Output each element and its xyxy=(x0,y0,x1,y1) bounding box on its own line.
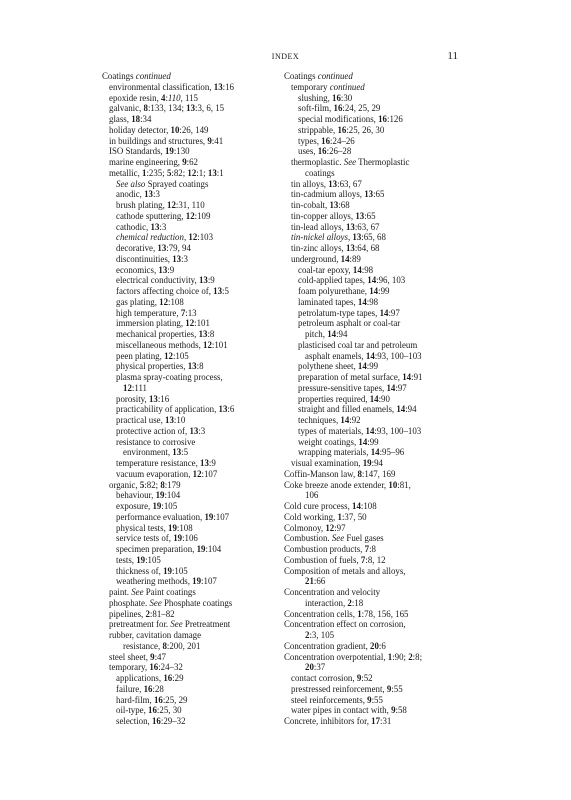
index-entry: weight coatings, 14:99 xyxy=(298,436,379,447)
index-entry: wrapping materials, 14:95–96 xyxy=(298,447,405,458)
index-entry: resistance to corrosive xyxy=(116,436,196,447)
index-entry: pitch, 14:94 xyxy=(305,329,348,339)
index-entry: immersion plating, 12:101 xyxy=(116,318,210,329)
index-entry: interaction, 2:18 xyxy=(305,597,364,608)
index-entry: types of materials, 14:93, 100–103 xyxy=(298,425,422,436)
index-entry: exposure, 19:105 xyxy=(116,501,178,511)
index-entry: thickness of, 19:105 xyxy=(116,565,188,576)
index-entry: soft-film, 16:24, 25, 29 xyxy=(298,103,381,114)
index-entry: galvanic, 8:133, 134; 13:3, 6, 15 xyxy=(109,103,225,114)
index-entry: practical use, 13:10 xyxy=(116,415,186,425)
index-entry: tin-copper alloys, 13:65 xyxy=(291,210,376,221)
index-entry: Coatings continued xyxy=(284,71,353,81)
index-entry: plasma spray-coating process, xyxy=(116,372,223,382)
index-entry: coal-tar epoxy, 14:98 xyxy=(298,264,374,275)
index-entry: temporary continued xyxy=(291,81,365,92)
index-entry: tin-nickel alloys, 13:65, 68 xyxy=(291,232,386,243)
index-entry: water pipes in contact with, 9:58 xyxy=(291,705,407,716)
index-entry: polythene sheet, 14:99 xyxy=(298,361,379,372)
index-entry: physical tests, 19:108 xyxy=(116,522,193,533)
index-entry: pipelines, 2:81–82 xyxy=(109,608,175,619)
index-entry: tin-lead alloys, 13:63, 67 xyxy=(291,221,380,232)
index-entry: miscellaneous methods, 12:101 xyxy=(116,339,228,350)
index-entry: vacuum evaporation, 12:107 xyxy=(116,468,218,479)
index-entry: specimen preparation, 19:104 xyxy=(116,544,222,554)
index-entry: coatings xyxy=(305,167,335,178)
index-entry: decorative, 13:79, 94 xyxy=(116,243,191,253)
index-entry: pressure-sensitive tapes, 14:97 xyxy=(298,382,407,393)
index-entry: brush plating, 12:31, 110 xyxy=(116,200,205,210)
index-entry: See also Sprayed coatings xyxy=(116,178,209,189)
running-title: INDEX xyxy=(271,52,300,61)
index-entry: Concentration cells, 1:78, 156, 165 xyxy=(284,608,409,619)
index-entry: Concentration overpotential, 1:90; 2:8; xyxy=(284,651,423,662)
index-entry: strippable, 16:25, 26, 30 xyxy=(298,124,385,135)
index-entry: tin-cobalt, 13:68 xyxy=(291,200,350,210)
index-entry: Combustion products, 7:8 xyxy=(284,544,376,554)
index-entry: ISO Standards, 19:130 xyxy=(109,146,190,157)
index-entry: straight and filled enamels, 14:94 xyxy=(298,404,417,415)
index-entry: cathodic, 13:3 xyxy=(116,221,167,232)
index-entry: selection, 16:29–32 xyxy=(116,716,186,726)
index-entry: gas plating, 12:108 xyxy=(116,296,184,307)
index-entry: holiday detector, 10:26, 149 xyxy=(109,124,209,135)
index-entry: preparation of metal surface, 14:91 xyxy=(298,372,423,382)
index-entry: protective action of, 13:3 xyxy=(116,425,206,436)
index-entry: properties required, 14:90 xyxy=(298,393,390,404)
index-entry: paint. See Paint coatings xyxy=(109,587,196,597)
index-entry: environment, 13:5 xyxy=(123,447,189,458)
index-entry: Combustion. See Fuel gases xyxy=(284,533,384,544)
index-entry: Combustion of fuels, 7:8, 12 xyxy=(284,554,386,565)
page-number: 11 xyxy=(447,50,458,62)
index-entry: Coke breeze anode extender, 10:81, xyxy=(284,479,411,490)
index-entry: performance evaluation, 19:107 xyxy=(116,511,230,522)
index-entry: 2:3, 105 xyxy=(305,630,335,640)
index-column-left xyxy=(102,71,292,727)
index-entry: Concrete, inhibitors for, 17:31 xyxy=(284,716,392,726)
index-entry: mechanical properties, 13:8 xyxy=(116,329,215,339)
index-entry: contact corrosion, 9:52 xyxy=(291,673,373,683)
index-entry: laminated tapes, 14:98 xyxy=(298,296,379,307)
index-entry: 20:37 xyxy=(305,662,326,673)
index-entry: peen plating, 12:105 xyxy=(116,350,189,361)
index-entry: Concentration and velocity xyxy=(284,587,381,597)
index-entry: practicability of application, 13:6 xyxy=(116,404,235,415)
index-entry: environmental classification, 13:16 xyxy=(109,81,234,92)
index-entry: 12:111 xyxy=(123,382,147,393)
index-entry: underground, 14:89 xyxy=(291,253,361,264)
index-entry: temperature resistance, 13:9 xyxy=(116,458,216,468)
index-entry: epoxide resin, 4:110, 115 xyxy=(109,92,198,103)
index-entry: tests, 19:105 xyxy=(116,554,161,565)
index-entry: Coatings continued xyxy=(102,71,171,81)
index-entry: resistance, 8:200, 201 xyxy=(123,640,201,651)
index-entry: steel sheet, 9:47 xyxy=(109,651,166,662)
index-entry: hard-film, 16:25, 29 xyxy=(116,694,188,705)
index-entry: tin-cadmium alloys, 13:65 xyxy=(291,189,385,200)
index-entry: behaviour, 19:104 xyxy=(116,490,181,501)
index-entry: applications, 16:29 xyxy=(116,673,184,683)
index-entry: metallic, 1:235; 5:82; 12:1; 13:1 xyxy=(109,167,224,178)
index-column-right xyxy=(284,71,474,727)
index-entry: petroleum asphalt or coal-tar xyxy=(298,318,401,329)
index-entry: pretreatment for. See Pretreatment xyxy=(109,619,231,630)
index-entry: 21:66 xyxy=(305,576,326,587)
index-entry: asphalt enamels, 14:93, 100–103 xyxy=(305,350,422,361)
index-entry: discontinuities, 13:3 xyxy=(116,253,188,264)
index-entry: special modifications, 16:126 xyxy=(298,114,403,124)
index-entry: plasticised coal tar and petroleum xyxy=(298,339,418,350)
index-entry: thermoplastic. See Thermoplastic xyxy=(291,157,410,167)
index-entry: service tests of, 19:106 xyxy=(116,533,198,544)
index-entry: Cold working, 1:37, 50 xyxy=(284,511,367,522)
index-entry: phosphate. See Phosphate coatings xyxy=(109,597,233,608)
index-entry: steel reinforcements, 9:55 xyxy=(291,694,383,705)
index-entry: weathering methods, 19:107 xyxy=(116,576,217,587)
index-entry: Concentration effect on corrosion, xyxy=(284,619,406,630)
index-entry: marine engineering, 9:62 xyxy=(109,157,198,167)
index-entry: physical properties, 13:8 xyxy=(116,361,204,372)
index-entry: slushing, 16:30 xyxy=(298,92,353,103)
index-entry: tin alloys, 13:63, 67 xyxy=(291,178,362,189)
index-entry: Coffin-Manson law, 8:147, 169 xyxy=(284,468,396,479)
index-entry: glass, 18:34 xyxy=(109,114,152,124)
index-entry: organic, 5:82; 8:179 xyxy=(109,479,181,490)
index-entry: petrolatum-type tapes, 14:97 xyxy=(298,307,400,318)
index-entry: 106 xyxy=(305,490,319,501)
index-entry: visual examination, 19:94 xyxy=(291,458,383,468)
index-entry: techniques, 14:92 xyxy=(298,415,361,425)
index-entry: types, 16:24–26 xyxy=(298,135,355,146)
index-entry: failure, 16:28 xyxy=(116,683,164,694)
index-entry: cathode sputtering, 12:109 xyxy=(116,210,211,221)
index-entry: high temperature, 7:13 xyxy=(116,307,197,318)
index-entry: anodic, 13:3 xyxy=(116,189,160,200)
index-entry: Concentration gradient, 20:6 xyxy=(284,640,386,651)
index-entry: prestressed reinforcement, 9:55 xyxy=(291,683,403,694)
index-entry: in buildings and structures, 9:41 xyxy=(109,135,224,146)
index-entry: porosity, 13:16 xyxy=(116,393,170,404)
index-entry: economics, 13:9 xyxy=(116,264,175,275)
index-entry: electrical conductivity, 13:9 xyxy=(116,275,215,286)
index-entry: temporary, 16:24–32 xyxy=(109,662,183,673)
index-entry: uses, 16:26–28 xyxy=(298,146,352,157)
index-entry: tin-zinc alloys, 13:64, 68 xyxy=(291,243,380,253)
index-entry: oil-type, 16:25, 30 xyxy=(116,705,182,716)
index-entry: Composition of metals and alloys, xyxy=(284,565,406,576)
index-entry: Colmonoy, 12:97 xyxy=(284,522,346,533)
index-entry: chemical reduction, 12:103 xyxy=(116,232,214,243)
index-entry: foam polyurethane, 14:99 xyxy=(298,286,390,296)
index-entry: factors affecting choice of, 13:5 xyxy=(116,286,229,296)
running-header xyxy=(0,50,571,64)
index-entry: Cold cure process, 14:108 xyxy=(284,501,377,511)
index-entry: cold-applied tapes, 14:96, 103 xyxy=(298,275,406,286)
index-entry: rubber, cavitation damage xyxy=(109,630,202,640)
